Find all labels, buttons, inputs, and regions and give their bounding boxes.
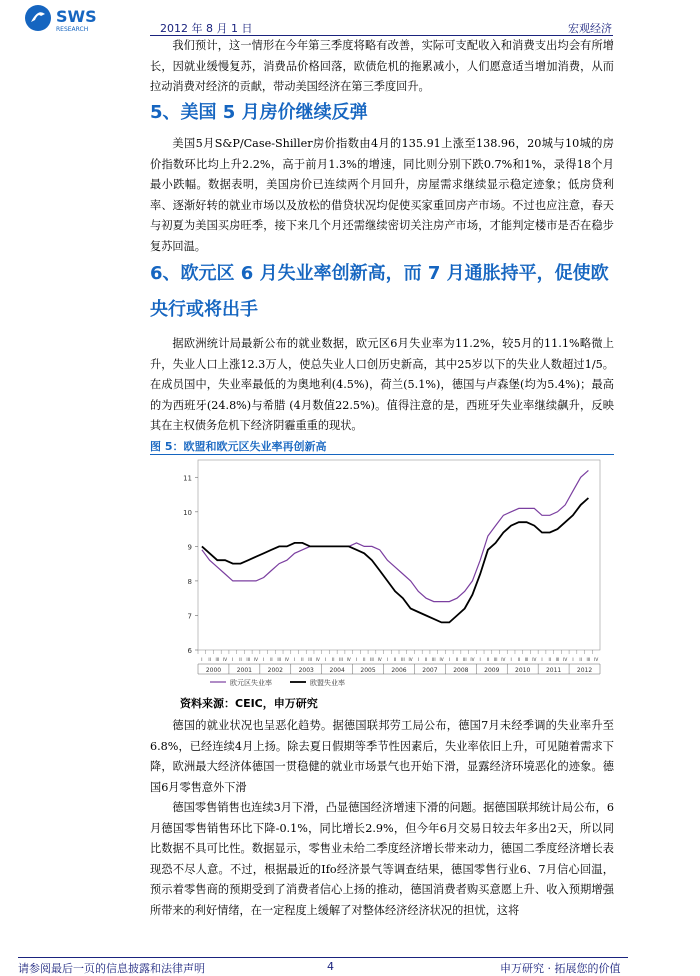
- x-quarter-label: III: [370, 657, 374, 662]
- x-year-label: 2000: [205, 667, 222, 674]
- x-quarter-label: I: [324, 657, 327, 662]
- x-quarter-label: I: [386, 657, 389, 662]
- x-quarter-label: I: [417, 657, 419, 662]
- x-quarter-label: IV: [563, 657, 568, 662]
- x-quarter-label: III: [462, 657, 467, 662]
- x-quarter-label: IV: [470, 657, 475, 662]
- x-quarter-label: I: [294, 657, 296, 662]
- x-quarter-label: I: [201, 657, 203, 662]
- series-line-1: [202, 498, 589, 622]
- header-section: 宏观经济: [568, 22, 612, 35]
- y-tick-label: 10: [183, 508, 192, 517]
- x-quarter-label: I: [232, 657, 234, 662]
- x-quarter-label: I: [541, 657, 543, 662]
- y-tick-label: 7: [187, 612, 192, 621]
- x-quarter-label: III: [308, 657, 312, 662]
- x-quarter-label: III: [215, 657, 220, 662]
- x-year-label: 2009: [484, 667, 500, 674]
- sws-logo: [22, 2, 142, 34]
- x-quarter-label: IV: [501, 657, 506, 662]
- section-heading-5: 5、美国 5 月房价继续反弹: [150, 102, 368, 123]
- x-year-label: 2011: [545, 667, 562, 674]
- x-quarter-label: III: [586, 657, 591, 662]
- page-number: 4: [327, 960, 334, 973]
- x-quarter-label: II: [208, 657, 211, 662]
- x-quarter-label: II: [270, 657, 273, 662]
- x-year-label: 2007: [422, 667, 438, 674]
- x-quarter-label: IV: [439, 657, 444, 662]
- x-quarter-label: IV: [223, 657, 228, 662]
- x-quarter-label: II: [393, 657, 397, 662]
- x-quarter-label: III: [339, 657, 343, 662]
- x-quarter-label: III: [277, 657, 282, 662]
- x-quarter-label: III: [401, 657, 405, 662]
- x-year-label: 2001: [236, 667, 253, 674]
- x-quarter-label: IV: [532, 657, 537, 662]
- x-quarter-label: III: [493, 657, 498, 662]
- y-tick-label: 9: [187, 543, 192, 552]
- logo-text: SWS: [56, 7, 97, 26]
- x-quarter-label: II: [332, 657, 335, 662]
- x-quarter-label: I: [479, 657, 481, 662]
- y-tick-label: 11: [183, 474, 192, 483]
- x-year-label: 2002: [267, 667, 283, 674]
- paragraph-eurozone-unemployment: 据欧洲统计局最新公布的就业数据，欧元区6月失业率为11.2%，较5月的11.1%略微上升，失业人口上涨12.3万人，使总失业人口创历史新高，其中25岁以下的失业人数超过1/5。在成员国中，失业率最低的为奥地利(4.5%)，荷兰(5.1%)，德国与卢森堡(均为5.4%)；最高的为西班牙(24.8%)与希腊 (4月数值22.5%)。值得注意的是，西班牙失业率继续飙升，反映其在主权债务危机下经济阴霾重重的现状。: [150, 337, 614, 433]
- x-quarter-label: IV: [284, 657, 289, 662]
- y-tick-label: 6: [187, 647, 192, 655]
- x-quarter-label: II: [424, 657, 428, 662]
- x-quarter-label: III: [555, 657, 560, 662]
- x-quarter-label: I: [510, 657, 512, 662]
- x-quarter-label: I: [263, 657, 265, 662]
- x-quarter-label: IV: [346, 657, 351, 662]
- header-date: 2012 年 8 月 1 日: [160, 22, 253, 35]
- x-quarter-label: II: [579, 657, 582, 662]
- footer-rule: [18, 957, 628, 958]
- x-quarter-label: I: [572, 657, 574, 662]
- chart-svg: [150, 456, 614, 686]
- x-year-label: 2004: [329, 667, 345, 674]
- figure-title: 图 5：欧盟和欧元区失业率再创新高: [150, 440, 327, 453]
- legend-label-1: 欧盟失业率: [310, 679, 345, 686]
- x-quarter-label: III: [431, 657, 436, 662]
- x-quarter-label: IV: [408, 657, 413, 662]
- x-quarter-label: I: [448, 657, 450, 662]
- x-quarter-label: II: [486, 657, 490, 662]
- figure-source: 资料来源：CEIC，申万研究: [180, 697, 318, 710]
- x-quarter-label: II: [301, 657, 304, 662]
- x-quarter-label: III: [524, 657, 529, 662]
- x-year-label: 2012: [576, 667, 593, 674]
- footer-disclaimer-link[interactable]: 请参阅最后一页的信息披露和法律声明: [18, 962, 205, 975]
- x-quarter-label: II: [455, 657, 459, 662]
- x-quarter-label: II: [239, 657, 242, 662]
- x-quarter-label: I: [355, 657, 358, 662]
- x-quarter-label: IV: [377, 657, 382, 662]
- paragraph-germany-retail: 德国零售销售也连续3月下滑，凸显德国经济增速下滑的问题。据德国联邦统计局公布，6月德国零售销售环比下降-0.1%，同比增长2.9%，但今年6月交易日较去年多出2天，所以同比数据不具可比性。数据显示，零售业未给二季度经济增长带来动力，德国二季度经济增长表现恐不尽人意。不过，根据最近的Ifo经济景气等调查结果，德国零售行业6、7月信心回温，预示着零售商的预期受到了消费者信心上扬的推动，德国消费者购买意愿上升、收入预期增强所带来的利好情绪，在一定程度上缓解了对整体经济经济状况的担忧，这将: [150, 801, 614, 917]
- unemployment-chart: [150, 456, 614, 686]
- x-quarter-label: II: [517, 657, 521, 662]
- logo-subtext: RESEARCH: [56, 26, 89, 33]
- x-quarter-label: III: [246, 657, 251, 662]
- section-heading-6: 6、欧元区 6 月失业率创新高，而 7 月通胀持平，促使欧央行或将出手: [150, 263, 609, 320]
- legend-label-0: 欧元区失业率: [230, 679, 272, 686]
- x-year-label: 2006: [391, 667, 407, 674]
- x-quarter-label: IV: [594, 657, 599, 662]
- paragraph-germany-employment: 德国的就业状况也呈恶化趋势。据德国联邦劳工局公布，德国7月未经季调的失业率升至6.8%，已经连续4月上扬。除去夏日假期等季节性因素后，失业率依旧上升，可见随着需求下降，欧洲最大经济体德国一贯稳健的就业市场景气也开始下滑，显露经济环境恶化的迹象。德国6月零售意外下滑: [150, 719, 614, 794]
- x-year-label: 2008: [453, 667, 469, 674]
- x-quarter-label: II: [362, 657, 366, 662]
- x-quarter-label: IV: [315, 657, 320, 662]
- y-tick-label: 8: [187, 577, 192, 586]
- series-line-0: [202, 470, 589, 601]
- paragraph-consumption-outlook: 我们预计，这一情形在今年第三季度将略有改善，实际可支配收入和消费支出均会有所增长，因就业缓慢复苏，消费品价格回落，欧债危机的拖累减小，人们愿意适当增加消费，从而拉动消费对经济的贡献，带动美国经济在第三季度回升。: [150, 39, 614, 94]
- x-year-label: 2010: [515, 667, 531, 674]
- x-year-label: 2003: [298, 667, 314, 674]
- x-quarter-label: II: [548, 657, 551, 662]
- x-quarter-label: IV: [253, 657, 259, 662]
- x-year-label: 2005: [360, 667, 376, 674]
- figure-rule: [150, 454, 614, 455]
- footer-slogan: 申万研究 · 拓展您的价值: [500, 962, 621, 975]
- paragraph-us-housing: 美国5月S&P/Case-Shiller房价指数由4月的135.91上涨至138.96，20城与10城的房价指数环比均上升2.2%，高于前月1.3%的增速，同比则分别下跌0.7%和1%，录得18个月最小跌幅。数据表明，美国房价已连续两个月回升，房屋需求继续显示稳定迹象；低房贷利率、逐渐好转的就业市场以及放松的借贷状况均促使买家重回房产市场。不过也应注意，春天与初夏为美国买房旺季，接下来几个月还需继续密切关注房产市场，才能判定楼市是否在稳步复苏回温。: [150, 137, 614, 253]
